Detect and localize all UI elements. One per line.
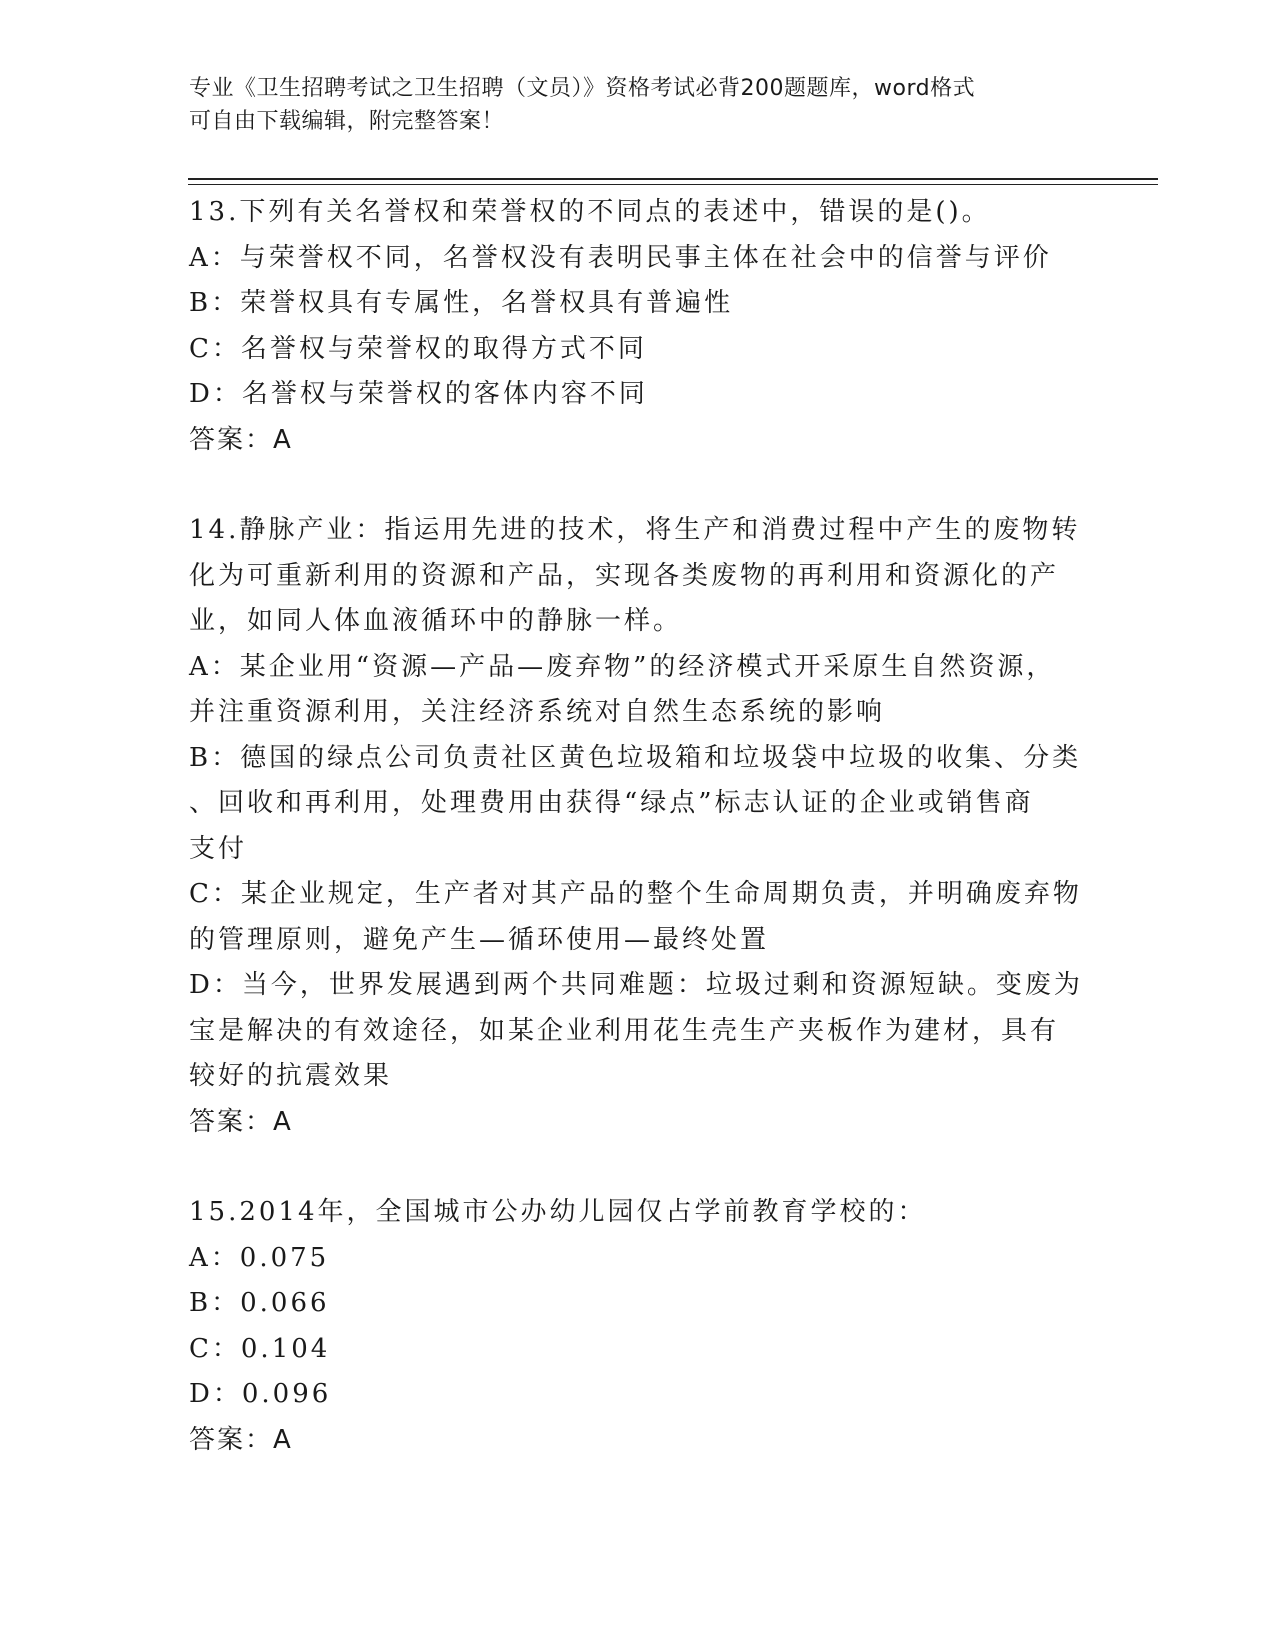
option-line: B：荣誉权具有专属性，名誉权具有普遍性 — [189, 288, 734, 318]
option-line: 并注重资源利用，关注经济系统对自然生态系统的影响 — [189, 697, 886, 727]
option-line: B：0.066 — [189, 1288, 330, 1318]
option-line: A：某企业用“资源—产品—废弃物”的经济模式开采原生自然资源， — [189, 651, 1056, 682]
option-line: 较好的抗震效果 — [189, 1061, 393, 1091]
answer-label: 答案：A — [189, 424, 293, 455]
option-line: C：0.104 — [189, 1333, 331, 1364]
option-line: 、回收和再利用，处理费用由获得“绿点”标志认证的企业或销售商 — [189, 788, 1034, 818]
header-divider-thin — [188, 184, 1158, 185]
question-block — [189, 1190, 1089, 1463]
option-line: D：当今，世界发展遇到两个共同难题：垃圾过剩和资源短缺。变废为 — [189, 970, 1083, 1000]
option-line: A：与荣誉权不同，名誉权没有表明民事主体在社会中的信誉与评价 — [189, 242, 1052, 273]
question-stem-line: 业，如同人体血液循环中的静脉一样。 — [189, 606, 683, 636]
option-line: 宝是解决的有效途径，如某企业利用花生壳生产夹板作为建材，具有 — [189, 1015, 1060, 1046]
option-line: C：某企业规定，生产者对其产品的整个生命周期负责，并明确废弃物 — [189, 879, 1082, 909]
option-line: 的管理原则，避免产生—循环使用—最终处置 — [189, 924, 770, 955]
option-line: C：名誉权与荣誉权的取得方式不同 — [189, 333, 647, 364]
header-divider-thick — [188, 178, 1158, 180]
question-stem-line: 14.静脉产业：指运用先进的技术，将生产和消费过程中产生的废物转 — [189, 515, 1081, 545]
option-line: D：名誉权与荣誉权的客体内容不同 — [189, 379, 648, 409]
option-line: D：0.096 — [189, 1379, 332, 1409]
header-title-line-1: 专业《卫生招聘考试之卫生招聘（文员）》资格考试必背200题题库，word格式 — [189, 76, 976, 101]
question-stem-line: 15.2014年，全国城市公办幼儿园仅占学前教育学校的： — [189, 1197, 927, 1227]
header-title-line-2: 可自由下载编辑，附完整答案！ — [189, 109, 505, 134]
option-line: B：德国的绿点公司负责社区黄色垃圾箱和垃圾袋中垃圾的收集、分类 — [189, 742, 1082, 773]
document-header — [189, 72, 1079, 138]
option-line: A：0.075 — [189, 1242, 330, 1273]
answer-label: 答案：A — [189, 1424, 293, 1455]
question-stem-line: 13.下列有关名誉权和荣誉权的不同点的表述中，错误的是()。 — [189, 197, 991, 227]
option-line: 支付 — [189, 833, 248, 864]
question-stem-line: 化为可重新利用的资源和产品，实现各类废物的再利用和资源化的产 — [189, 560, 1060, 591]
answer-label: 答案：A — [189, 1106, 293, 1137]
question-block — [189, 508, 1089, 1145]
question-block — [189, 190, 1089, 463]
question-list — [189, 190, 1089, 1508]
